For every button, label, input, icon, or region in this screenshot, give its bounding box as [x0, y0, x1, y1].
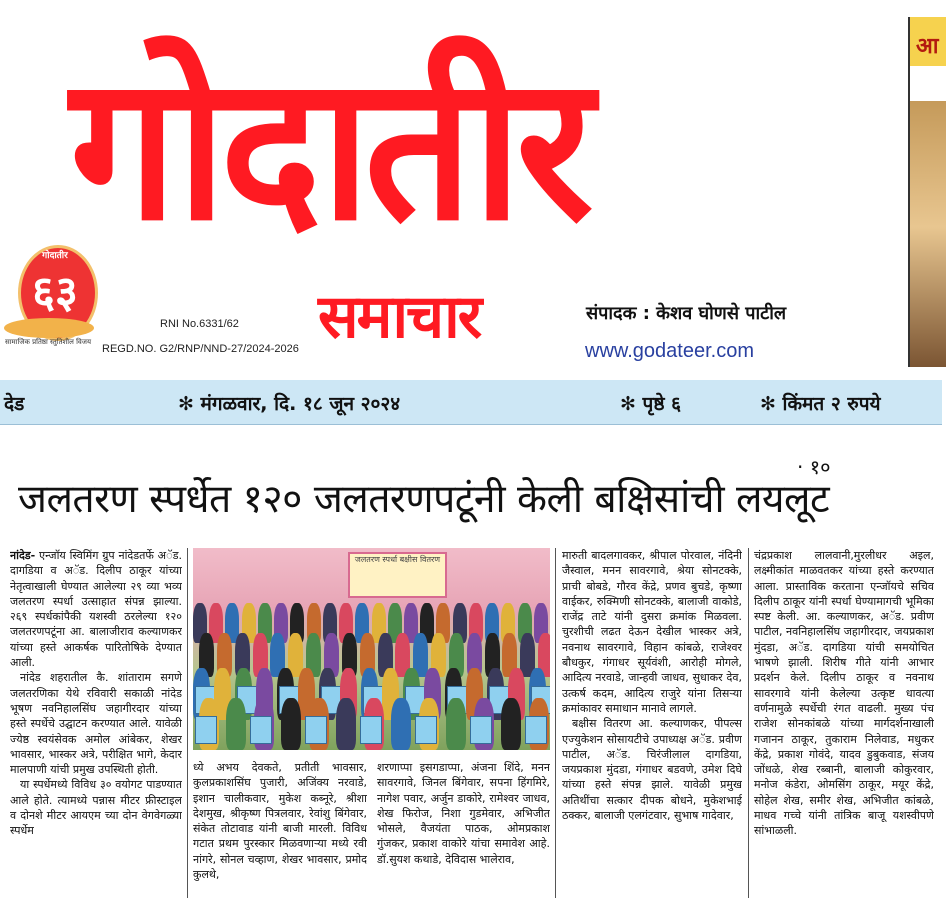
- masthead-subtitle: समाचार: [318, 282, 481, 352]
- column-divider: [555, 548, 556, 898]
- issue-date: ✻ मंगळवार, दि. १८ जून २०२४: [178, 393, 401, 415]
- badge-ribbon: [4, 318, 94, 338]
- rni-number: RNI No.6331/62: [160, 318, 239, 330]
- photo-person: [501, 698, 521, 750]
- certificate: [360, 716, 382, 744]
- paragraph: एन्जॉय स्विमिंग ग्रुप नांदेडतर्फे अॅड. दागडिया व अॅड. दिलीप ठाकूर यांच्या नेतृत्वाखाली घेण्यात आलेल्या २९ व्या भव्य जलतरण स्पर्धा उत्साहात संपन्न झाल्या. २६९ स्पर्धकांपैकी यशस्वी ठरलेल्या १२० जलतरणपटूंना आ. बालाजीराव कल्याणकर यांच्या हस्ते आकर्षक पारितोषिके देण्यात आली.: [10, 549, 182, 670]
- advertisement-strip: [908, 17, 946, 367]
- article-column-5: [754, 548, 934, 898]
- paragraph: बक्षीस वितरण आ. कल्याणकर, पीपल्स एज्युकेशन सोसायटीचे उपाध्यक्ष अॅड. प्रवीण पाटील, अॅड. चिरंजीलाल दागडिया, जयप्रकाश मुंदडा, गंगाधर बडवणे, उमेश दिघे यांच्या हस्ते संपन्न झाले. यावेळी प्रमुख अतिथींचा सत्कार दीपक बोधने, मुकेशभाई ठक्कर, बालाजी एलगंटवार, सुभाष गादेवार,: [562, 717, 742, 823]
- paragraph: मारुती बादलगावकर, श्रीपाल पोरवाल, नंदिनी जैस्वाल, मनन सावरगावे, श्रेया सोनटक्के, प्राची बोबडे, गौरव केंद्रे, प्रणव बुचडे, कृष्णा वाईकर, रुक्मिणी सोनटक्के, बालाजी वाकोडे, राजेंद्र ताटे यांनी दुसरा क्रमांक मिळवला. चुरशीची लढत देऊन देखील भास्कर अत्रे, नवनाथ सावरगावे, विहान कांबळे, राजेश्वर बौधकुर, गंगाधर सूर्यवंशी, आरोही मोगले, आदित्य नरवाडे, जान्हवी जाधव, सुधाकर देव, उत्कर्ष कदम, आदित्य राजुरे यांना तिसऱ्या क्रमांकावर समाधान मानावे लागले.: [562, 549, 742, 715]
- certificate: [525, 716, 547, 744]
- photo-person: [446, 698, 466, 750]
- price: ✻ किंमत २ रुपये: [760, 393, 881, 415]
- advertisement-text: आ: [916, 34, 939, 59]
- masthead-title: गोदातीर: [70, 32, 588, 265]
- badge-top-label: गोदातीर: [42, 251, 68, 261]
- paragraph: ध्ये अभय देवकते, प्रतीती भावसार, कुलप्रकाशसिंघ पुजारी, अजिंक्य नरवाडे, इशान चालीकवार, मुकेश कब्नूरे, श्रीशा देशमुख, श्रीकृष्ण पित्रलवार, रेवांशु बिंगेवार, संकेत तोटावाड यांनी बाजी मारली. विविध गटात प्रथम पुरस्कार मिळवणाऱ्या मध्ये रवी नांगरे, सोनल चव्हाण, शेखर भावसार, प्रमोद कुलथे,: [193, 761, 367, 882]
- paragraph: चंद्रप्रकाश लालवानी,मुरलीधर अइल, लक्ष्मीकांत माळवतकर यांच्या हस्ते करण्यात आला. प्रास्ताविक करताना एन्जॉयचे सचिव दिलीप ठाकूर यांनी स्पर्धा घेण्यामागची भूमिका स्पष्ट केली. आ. कल्याणकर, अॅड. प्रवीण पाटील, नवनिहालसिंघ जहागीरदार, जयप्रकाश मुंदडा, अॅड. दागडिया यांची समयोचित भाषणे झाली. शिरीष गीते यांनी आभार प्रदर्शन केले. दिलीप ठाकूर व नवनाथ सावरगावे यांनी केलेल्या उत्कृष्ट धावत्या वर्णनामुळे स्पर्धेची रंगत वाढली. मुख्य पंच राजेश सोनकांबळे यांच्या मार्गदर्शनाखाली गजानन ठाकूर, तुकाराम निलेवाड, मधुकर केंद्रे, प्रकाश गोवंदे, यादव डुबुकवाड, संजय जोंधळे, शेख रब्बानी, बालाजी कोकुरवार, मनोज कंडेरा, ओमसिंग ठाकूर, मयूर केंद्रे, सोहेल शेख, समीर शेख, अभिजीत कांबळे, माधव गच्चे यांनी तांत्रिक बाजू यशस्वीपणे सांभाळली.: [754, 549, 934, 838]
- badge-number: ६३: [32, 267, 78, 318]
- certificate: [470, 716, 492, 744]
- info-bar: [0, 380, 942, 425]
- dateline: नांदेड-: [10, 549, 36, 562]
- previous-article-fragment: · १०: [797, 455, 831, 479]
- certificate: [415, 716, 437, 744]
- certificate: [250, 716, 272, 744]
- paragraph: या स्पर्धेमध्ये विविध ३० वयोगट पाडण्यात आले होते. त्यामध्ये पन्नास मीटर फ्रीस्टाइल व दोनशे मीटर आयएम च्या दोन वेगवेगळ्या स्पर्धेम: [10, 778, 182, 838]
- photo-person: [226, 698, 246, 750]
- photo-banner: जलतरण स्पर्धा बक्षीस वितरण: [348, 552, 447, 598]
- registration-number: REGD.NO. G2/RNP/NND-27/2024-2026: [102, 343, 299, 355]
- article-headline: जलतरण स्पर्धेत १२० जलतरणपटूंनी केली बक्षिसांची लयलूट: [18, 477, 830, 522]
- article-column-4: [562, 548, 742, 898]
- column-divider: [187, 548, 188, 898]
- event-photo: [193, 548, 550, 750]
- article-column-2: [193, 760, 367, 898]
- article-column-3: [377, 760, 550, 898]
- certificate: [305, 716, 327, 744]
- article-column-1: [10, 548, 182, 898]
- edition-city: देड: [4, 393, 25, 415]
- badge-tagline: सामाजिक प्रतिष्ठा स्तुतिशील विजय: [4, 338, 92, 346]
- paragraph: नांदेड शहरातील कै. शांताराम सगणे जलतरणिका येथे रविवारी सकाळी नांदेड भूषण नवनिहालसिंघ जहागीरदार यांच्या हस्ते स्पर्धेचे उद्घाटन करण्यात आले. यावेळी ज्येष्ठ स्वयंसेवक अमोल आंबेकर, शेखर भावसार, भास्कर अत्रे, परीक्षित भागे, केदार मालपाणी यांची प्रमुख उपस्थिती होती.: [10, 671, 182, 777]
- paragraph: शरणाप्पा इसगडाप्पा, अंजना शिंदे, मनन सावरगावे, जिनल बिंगेवार, सपना हिंगमिरे, नागेश पवार, अर्जुन डाकोरे, रामेश्वर जाधव, शेख फिरोज, निशा गुडमेवार, अभिजीत भोसले, वैजयंता पाठक, ओमप्रकाश गुंजकर, प्रकाश वाकोरे यांचा समावेश आहे. डॉ.सुयश कथाडे, देविदास भालेराव,: [377, 761, 550, 866]
- column-divider: [748, 548, 749, 898]
- photo-person: [281, 698, 301, 750]
- photo-person: [336, 698, 356, 750]
- website-link[interactable]: www.godateer.com: [585, 340, 754, 362]
- editor-credit: संपादक : केशव घोणसे पाटील: [586, 303, 787, 324]
- certificate: [195, 716, 217, 744]
- photo-person: [391, 698, 411, 750]
- page-count: ✻ पृष्ठे ६: [620, 393, 682, 415]
